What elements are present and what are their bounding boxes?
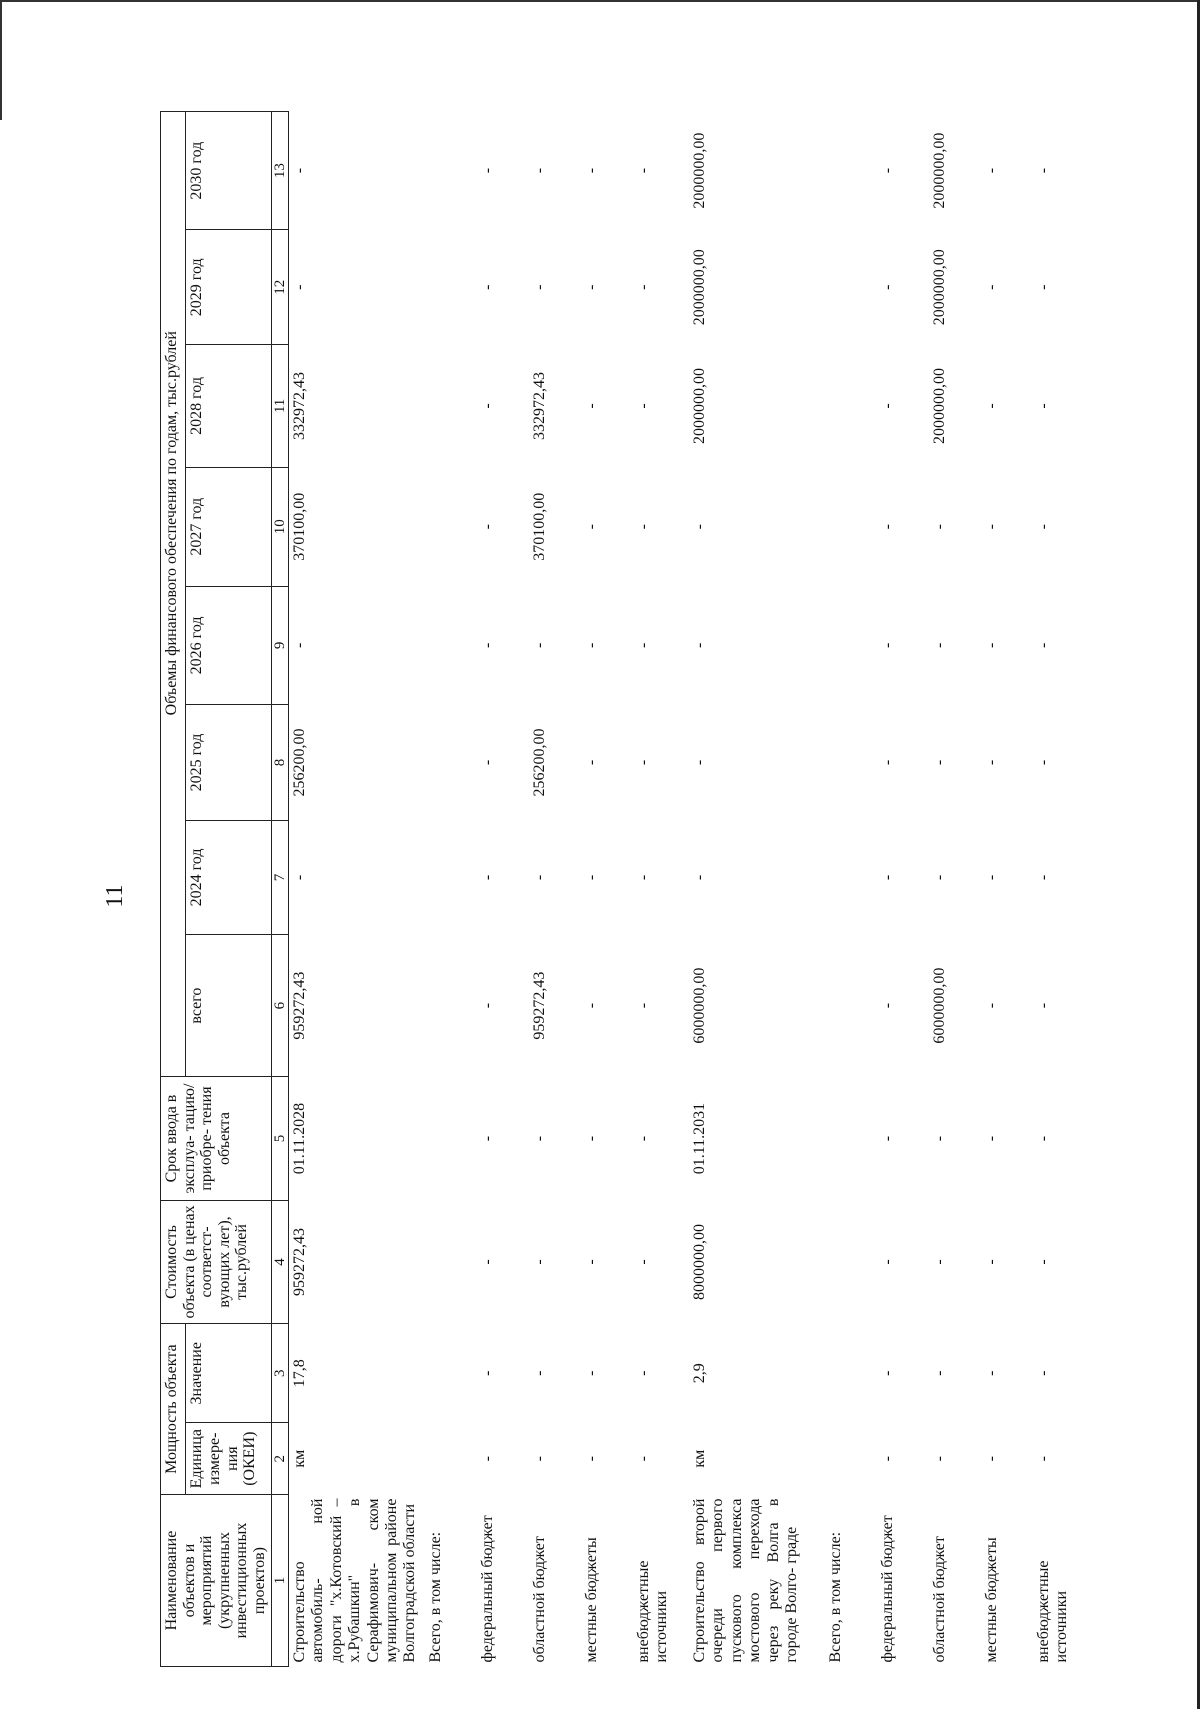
value-cell: - bbox=[635, 1259, 653, 1265]
value-cell: - bbox=[691, 759, 709, 766]
header-object-name: Наименование объектов и мероприятий (укрупненных инвестиционных проектов) bbox=[161, 1495, 272, 1667]
value-cell bbox=[825, 586, 877, 704]
value-cell: - bbox=[531, 874, 549, 881]
table-row bbox=[581, 112, 633, 1667]
column-number: 13 bbox=[271, 112, 289, 230]
row-label-cell: Строительство автомобиль- ной дороги "х.Котовский – х.Рубашкин" в Серафимович- ском муниципальном районе Волгоградской области bbox=[291, 1498, 419, 1663]
value-cell: - bbox=[479, 1370, 497, 1376]
value-cell: - bbox=[479, 1135, 497, 1142]
table-row bbox=[877, 112, 929, 1667]
value-cell: - bbox=[691, 874, 709, 881]
value-cell bbox=[825, 112, 877, 230]
header-cost: Стоимость объекта (в ценах соответст- вующих лет), тыс.рублей bbox=[161, 1200, 272, 1323]
header-year-2025: 2025 год bbox=[186, 704, 271, 820]
value-cell: - bbox=[691, 524, 709, 530]
value-cell: 332972,43 bbox=[531, 371, 549, 440]
value-cell: 01.11.2028 bbox=[291, 1102, 309, 1175]
value-cell: 8000000,00 bbox=[691, 1223, 709, 1300]
value-cell: - bbox=[583, 284, 601, 290]
table-row bbox=[529, 112, 581, 1667]
table-header bbox=[161, 112, 289, 1667]
value-cell: - bbox=[531, 284, 549, 290]
value-cell: - bbox=[879, 167, 897, 174]
column-number: 5 bbox=[271, 1077, 289, 1200]
value-cell bbox=[425, 1077, 477, 1200]
header-total-top bbox=[161, 934, 186, 1076]
column-number: 2 bbox=[271, 1423, 289, 1495]
value-cell: - bbox=[983, 1370, 1001, 1376]
value-cell: - bbox=[983, 642, 1001, 649]
value-cell: 2000000,00 bbox=[931, 249, 949, 326]
value-cell: 256200,00 bbox=[291, 728, 309, 797]
value-cell: - bbox=[583, 1259, 601, 1265]
value-cell: - bbox=[479, 524, 497, 530]
value-cell: - bbox=[479, 1002, 497, 1009]
row-label-cell: внебюджетные источники bbox=[635, 1560, 671, 1663]
value-cell: - bbox=[931, 642, 949, 649]
value-cell: - bbox=[479, 874, 497, 881]
value-cell: - bbox=[291, 284, 309, 290]
column-number: 9 bbox=[271, 586, 289, 704]
value-cell: - bbox=[531, 1259, 549, 1265]
header-year-2024: 2024 год bbox=[186, 820, 271, 934]
value-cell: - bbox=[931, 1370, 949, 1376]
value-cell: - bbox=[583, 642, 601, 649]
column-number: 12 bbox=[271, 230, 289, 345]
value-cell: - bbox=[983, 1135, 1001, 1142]
value-cell: - bbox=[531, 167, 549, 174]
value-cell: - bbox=[983, 1456, 1001, 1462]
value-cell: - bbox=[879, 1002, 897, 1009]
financing-table-rotated bbox=[160, 111, 1200, 1667]
header-year-2027: 2027 год bbox=[186, 467, 271, 586]
value-cell: 2000000,00 bbox=[691, 249, 709, 326]
value-cell: 332972,43 bbox=[291, 371, 309, 440]
value-cell: - bbox=[635, 759, 653, 766]
value-cell: - bbox=[583, 403, 601, 409]
table-row bbox=[289, 112, 426, 1667]
header-year-2028: 2028 год bbox=[186, 345, 271, 467]
value-cell bbox=[825, 467, 877, 586]
header-total: всего bbox=[186, 934, 271, 1076]
value-cell: - bbox=[1035, 284, 1053, 290]
value-cell: 17,8 bbox=[291, 1359, 309, 1388]
value-cell bbox=[425, 345, 477, 467]
value-cell: - bbox=[983, 284, 1001, 290]
value-cell: - bbox=[479, 759, 497, 766]
table-row bbox=[1033, 112, 1085, 1667]
value-cell: - bbox=[983, 524, 1001, 530]
value-cell: - bbox=[1035, 167, 1053, 174]
table-row bbox=[825, 112, 877, 1667]
column-number: 7 bbox=[271, 820, 289, 934]
value-cell: - bbox=[635, 642, 653, 649]
value-cell bbox=[425, 704, 477, 820]
row-label-cell: федеральный бюджет bbox=[479, 1515, 497, 1663]
header-year-2029: 2029 год bbox=[186, 230, 271, 345]
value-cell: - bbox=[479, 1259, 497, 1265]
value-cell: - bbox=[479, 642, 497, 649]
value-cell bbox=[425, 934, 477, 1076]
value-cell: км bbox=[691, 1449, 709, 1468]
value-cell: - bbox=[583, 1002, 601, 1009]
value-cell: - bbox=[583, 167, 601, 174]
value-cell: 2000000,00 bbox=[931, 367, 949, 444]
row-label-cell: Всего, в том числе: bbox=[427, 1531, 445, 1663]
value-cell: - bbox=[879, 1135, 897, 1142]
value-cell bbox=[825, 1200, 877, 1323]
value-cell: 370100,00 bbox=[531, 492, 549, 561]
value-cell: 2000000,00 bbox=[691, 367, 709, 444]
value-cell: 370100,00 bbox=[291, 492, 309, 561]
header-funding: Объемы финансового обеспечения по годам, тыс.рублей bbox=[161, 112, 186, 935]
scan-left-edge bbox=[0, 0, 2, 120]
row-label-cell: Строительство второй очереди первого пускового комплекса мостового перехода через реку Волга в городе Волго- граде bbox=[691, 1498, 801, 1663]
table-row bbox=[425, 112, 477, 1667]
value-cell: - bbox=[583, 1135, 601, 1142]
value-cell: - bbox=[931, 1135, 949, 1142]
value-cell: 01.11.2031 bbox=[691, 1102, 709, 1175]
column-numbers-row bbox=[271, 112, 289, 1667]
value-cell: - bbox=[635, 1456, 653, 1462]
row-label-cell: внебюджетные источники bbox=[1035, 1560, 1071, 1663]
header-value: Значение bbox=[186, 1324, 271, 1423]
value-cell: - bbox=[983, 1259, 1001, 1265]
value-cell: - bbox=[983, 759, 1001, 766]
row-label-cell: местные бюджеты bbox=[583, 1537, 601, 1663]
value-cell: - bbox=[879, 759, 897, 766]
header-year-2026: 2026 год bbox=[186, 586, 271, 704]
value-cell: 2000000,00 bbox=[691, 132, 709, 209]
value-cell: - bbox=[583, 759, 601, 766]
value-cell: - bbox=[879, 284, 897, 290]
column-number: 8 bbox=[271, 704, 289, 820]
value-cell: - bbox=[691, 642, 709, 649]
table-row bbox=[477, 112, 529, 1667]
value-cell: - bbox=[291, 167, 309, 174]
value-cell: - bbox=[879, 524, 897, 530]
value-cell: - bbox=[1035, 1259, 1053, 1265]
value-cell bbox=[425, 467, 477, 586]
value-cell: - bbox=[479, 284, 497, 290]
page-number: 11 bbox=[102, 884, 128, 908]
value-cell: - bbox=[879, 1456, 897, 1462]
value-cell: - bbox=[291, 874, 309, 881]
value-cell: 2,9 bbox=[691, 1363, 709, 1384]
value-cell: - bbox=[635, 1135, 653, 1142]
value-cell: - bbox=[531, 1370, 549, 1376]
value-cell: 6000000,00 bbox=[691, 967, 709, 1044]
value-cell: - bbox=[983, 167, 1001, 174]
value-cell: - bbox=[879, 403, 897, 409]
value-cell: - bbox=[1035, 1370, 1053, 1376]
value-cell: - bbox=[1035, 759, 1053, 766]
value-cell: 2000000,00 bbox=[931, 132, 949, 209]
value-cell bbox=[825, 1324, 877, 1423]
value-cell: - bbox=[531, 1135, 549, 1142]
value-cell bbox=[825, 704, 877, 820]
value-cell bbox=[425, 230, 477, 345]
value-cell bbox=[425, 1200, 477, 1323]
table-row bbox=[981, 112, 1033, 1667]
header-year-2030: 2030 год bbox=[186, 112, 271, 230]
value-cell bbox=[425, 586, 477, 704]
financing-table bbox=[160, 111, 1085, 1667]
value-cell: - bbox=[983, 403, 1001, 409]
value-cell: - bbox=[879, 1259, 897, 1265]
table-row bbox=[689, 112, 825, 1667]
value-cell: - bbox=[1035, 1135, 1053, 1142]
value-cell bbox=[425, 820, 477, 934]
value-cell bbox=[425, 1324, 477, 1423]
value-cell bbox=[825, 820, 877, 934]
value-cell bbox=[825, 345, 877, 467]
header-capacity: Мощность объекта bbox=[161, 1324, 186, 1495]
column-number: 4 bbox=[271, 1200, 289, 1323]
column-number: 6 bbox=[271, 934, 289, 1076]
value-cell: - bbox=[635, 1002, 653, 1009]
row-label-cell: областной бюджет bbox=[931, 1536, 949, 1663]
table-row bbox=[929, 112, 981, 1667]
value-cell: - bbox=[583, 1370, 601, 1376]
column-number: 1 bbox=[271, 1495, 289, 1667]
value-cell: - bbox=[635, 167, 653, 174]
value-cell: - bbox=[583, 874, 601, 881]
value-cell bbox=[425, 1423, 477, 1495]
table-row bbox=[633, 112, 689, 1667]
value-cell: - bbox=[1035, 874, 1053, 881]
value-cell: км bbox=[291, 1449, 309, 1468]
value-cell: - bbox=[1035, 403, 1053, 409]
value-cell: - bbox=[1035, 642, 1053, 649]
value-cell: 256200,00 bbox=[531, 728, 549, 797]
value-cell: - bbox=[983, 874, 1001, 881]
value-cell: - bbox=[635, 1370, 653, 1376]
column-number: 10 bbox=[271, 467, 289, 586]
scan-top-edge bbox=[0, 0, 1200, 2]
value-cell: - bbox=[1035, 1456, 1053, 1462]
row-label-cell: областной бюджет bbox=[531, 1536, 549, 1663]
row-label-cell: федеральный бюджет bbox=[879, 1515, 897, 1663]
value-cell: 959272,43 bbox=[291, 971, 309, 1040]
value-cell: - bbox=[479, 167, 497, 174]
value-cell: - bbox=[879, 642, 897, 649]
value-cell: - bbox=[479, 403, 497, 409]
value-cell bbox=[825, 230, 877, 345]
value-cell: - bbox=[931, 1259, 949, 1265]
value-cell: - bbox=[931, 874, 949, 881]
value-cell bbox=[825, 1077, 877, 1200]
row-label-cell: Всего, в том числе: bbox=[827, 1531, 845, 1663]
row-label-cell: местные бюджеты bbox=[983, 1537, 1001, 1663]
value-cell bbox=[825, 1423, 877, 1495]
value-cell bbox=[425, 112, 477, 230]
value-cell: - bbox=[531, 642, 549, 649]
value-cell: 959272,43 bbox=[291, 1227, 309, 1296]
value-cell: - bbox=[931, 1456, 949, 1462]
value-cell: 6000000,00 bbox=[931, 967, 949, 1044]
value-cell: - bbox=[583, 1456, 601, 1462]
column-number: 3 bbox=[271, 1324, 289, 1423]
value-cell: - bbox=[583, 524, 601, 530]
value-cell: - bbox=[531, 1456, 549, 1462]
value-cell: - bbox=[1035, 524, 1053, 530]
value-cell: - bbox=[479, 1456, 497, 1462]
value-cell: - bbox=[291, 642, 309, 649]
value-cell: - bbox=[983, 1002, 1001, 1009]
value-cell: - bbox=[931, 759, 949, 766]
value-cell bbox=[825, 934, 877, 1076]
table-body bbox=[289, 112, 1086, 1667]
header-deadline: Срок ввода в эксплуа- тацию/ приобре- тения объекта bbox=[161, 1077, 272, 1200]
value-cell: - bbox=[635, 284, 653, 290]
value-cell: 959272,43 bbox=[531, 971, 549, 1040]
value-cell: - bbox=[635, 403, 653, 409]
value-cell: - bbox=[879, 874, 897, 881]
header-unit: Единица измере- ния (ОКЕИ) bbox=[186, 1423, 271, 1495]
value-cell: - bbox=[879, 1370, 897, 1376]
value-cell: - bbox=[635, 874, 653, 881]
value-cell: - bbox=[635, 524, 653, 530]
value-cell: - bbox=[1035, 1002, 1053, 1009]
column-number: 11 bbox=[271, 345, 289, 467]
value-cell: - bbox=[931, 524, 949, 530]
